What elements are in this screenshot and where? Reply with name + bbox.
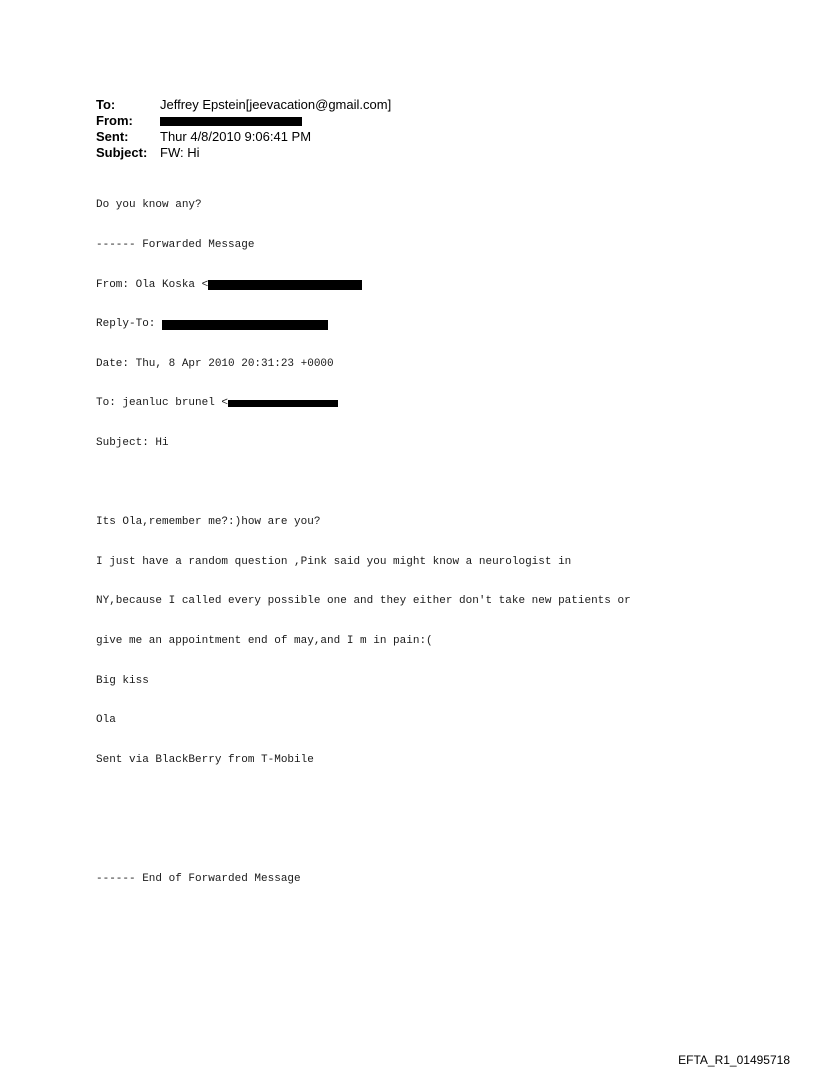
message-line: NY,because I called every possible one and they either don't take new patients or — [96, 595, 631, 608]
subject-value: FW: Hi — [160, 145, 200, 160]
forwarded-replyto-line — [96, 318, 631, 331]
redaction-bar — [228, 400, 338, 407]
document-id: EFTA_R1_01495718 — [678, 1053, 790, 1067]
message-line: I just have a random question ,Pink said you might know a neurologist in — [96, 555, 572, 568]
forwarded-date-line: Date: Thu, 8 Apr 2010 20:31:23 +0000 — [96, 357, 334, 370]
blank-line — [96, 833, 631, 846]
message-line: Big kiss — [96, 674, 149, 687]
blank-line — [96, 477, 631, 490]
from-label: From: — [96, 113, 133, 128]
forwarded-from-text: From: Ola Koska < — [96, 278, 209, 291]
email-header — [96, 97, 391, 161]
header-sent-row — [96, 129, 391, 145]
redaction-bar — [160, 117, 302, 126]
forwarded-start-line: ------ Forwarded Message — [96, 239, 255, 251]
sent-value: Thur 4/8/2010 9:06:41 PM — [160, 129, 312, 144]
to-label: To: — [96, 97, 116, 112]
forwarded-to-text: To: jeanluc brunel < — [96, 397, 229, 410]
header-subject-row — [96, 145, 391, 161]
message-line: Sent via BlackBerry from T-Mobile — [96, 753, 314, 766]
intro-line: Do you know any? — [96, 199, 202, 212]
message-line: Its Ola,remember me?:)how are you? — [96, 516, 321, 529]
forwarded-end-line: ------ End of Forwarded Message — [96, 872, 301, 885]
forwarded-subject-line: Subject: Hi — [96, 436, 169, 449]
header-from-row — [96, 113, 391, 129]
header-to-row — [96, 97, 391, 113]
message-line: Ola — [96, 714, 116, 727]
email-body — [96, 173, 631, 899]
blank-line — [96, 793, 631, 806]
redaction-bar — [162, 320, 328, 330]
subject-label: Subject: — [96, 145, 148, 160]
sent-label: Sent: — [96, 129, 129, 144]
message-line: give me an appointment end of may,and I m in pain:( — [96, 634, 433, 647]
to-value: Jeffrey Epstein[jeevacation@gmail.com] — [160, 97, 392, 112]
forwarded-from-line — [96, 279, 631, 292]
forwarded-to-line — [96, 397, 631, 410]
redaction-bar — [208, 280, 362, 290]
forwarded-replyto-text: Reply-To: — [96, 318, 163, 331]
